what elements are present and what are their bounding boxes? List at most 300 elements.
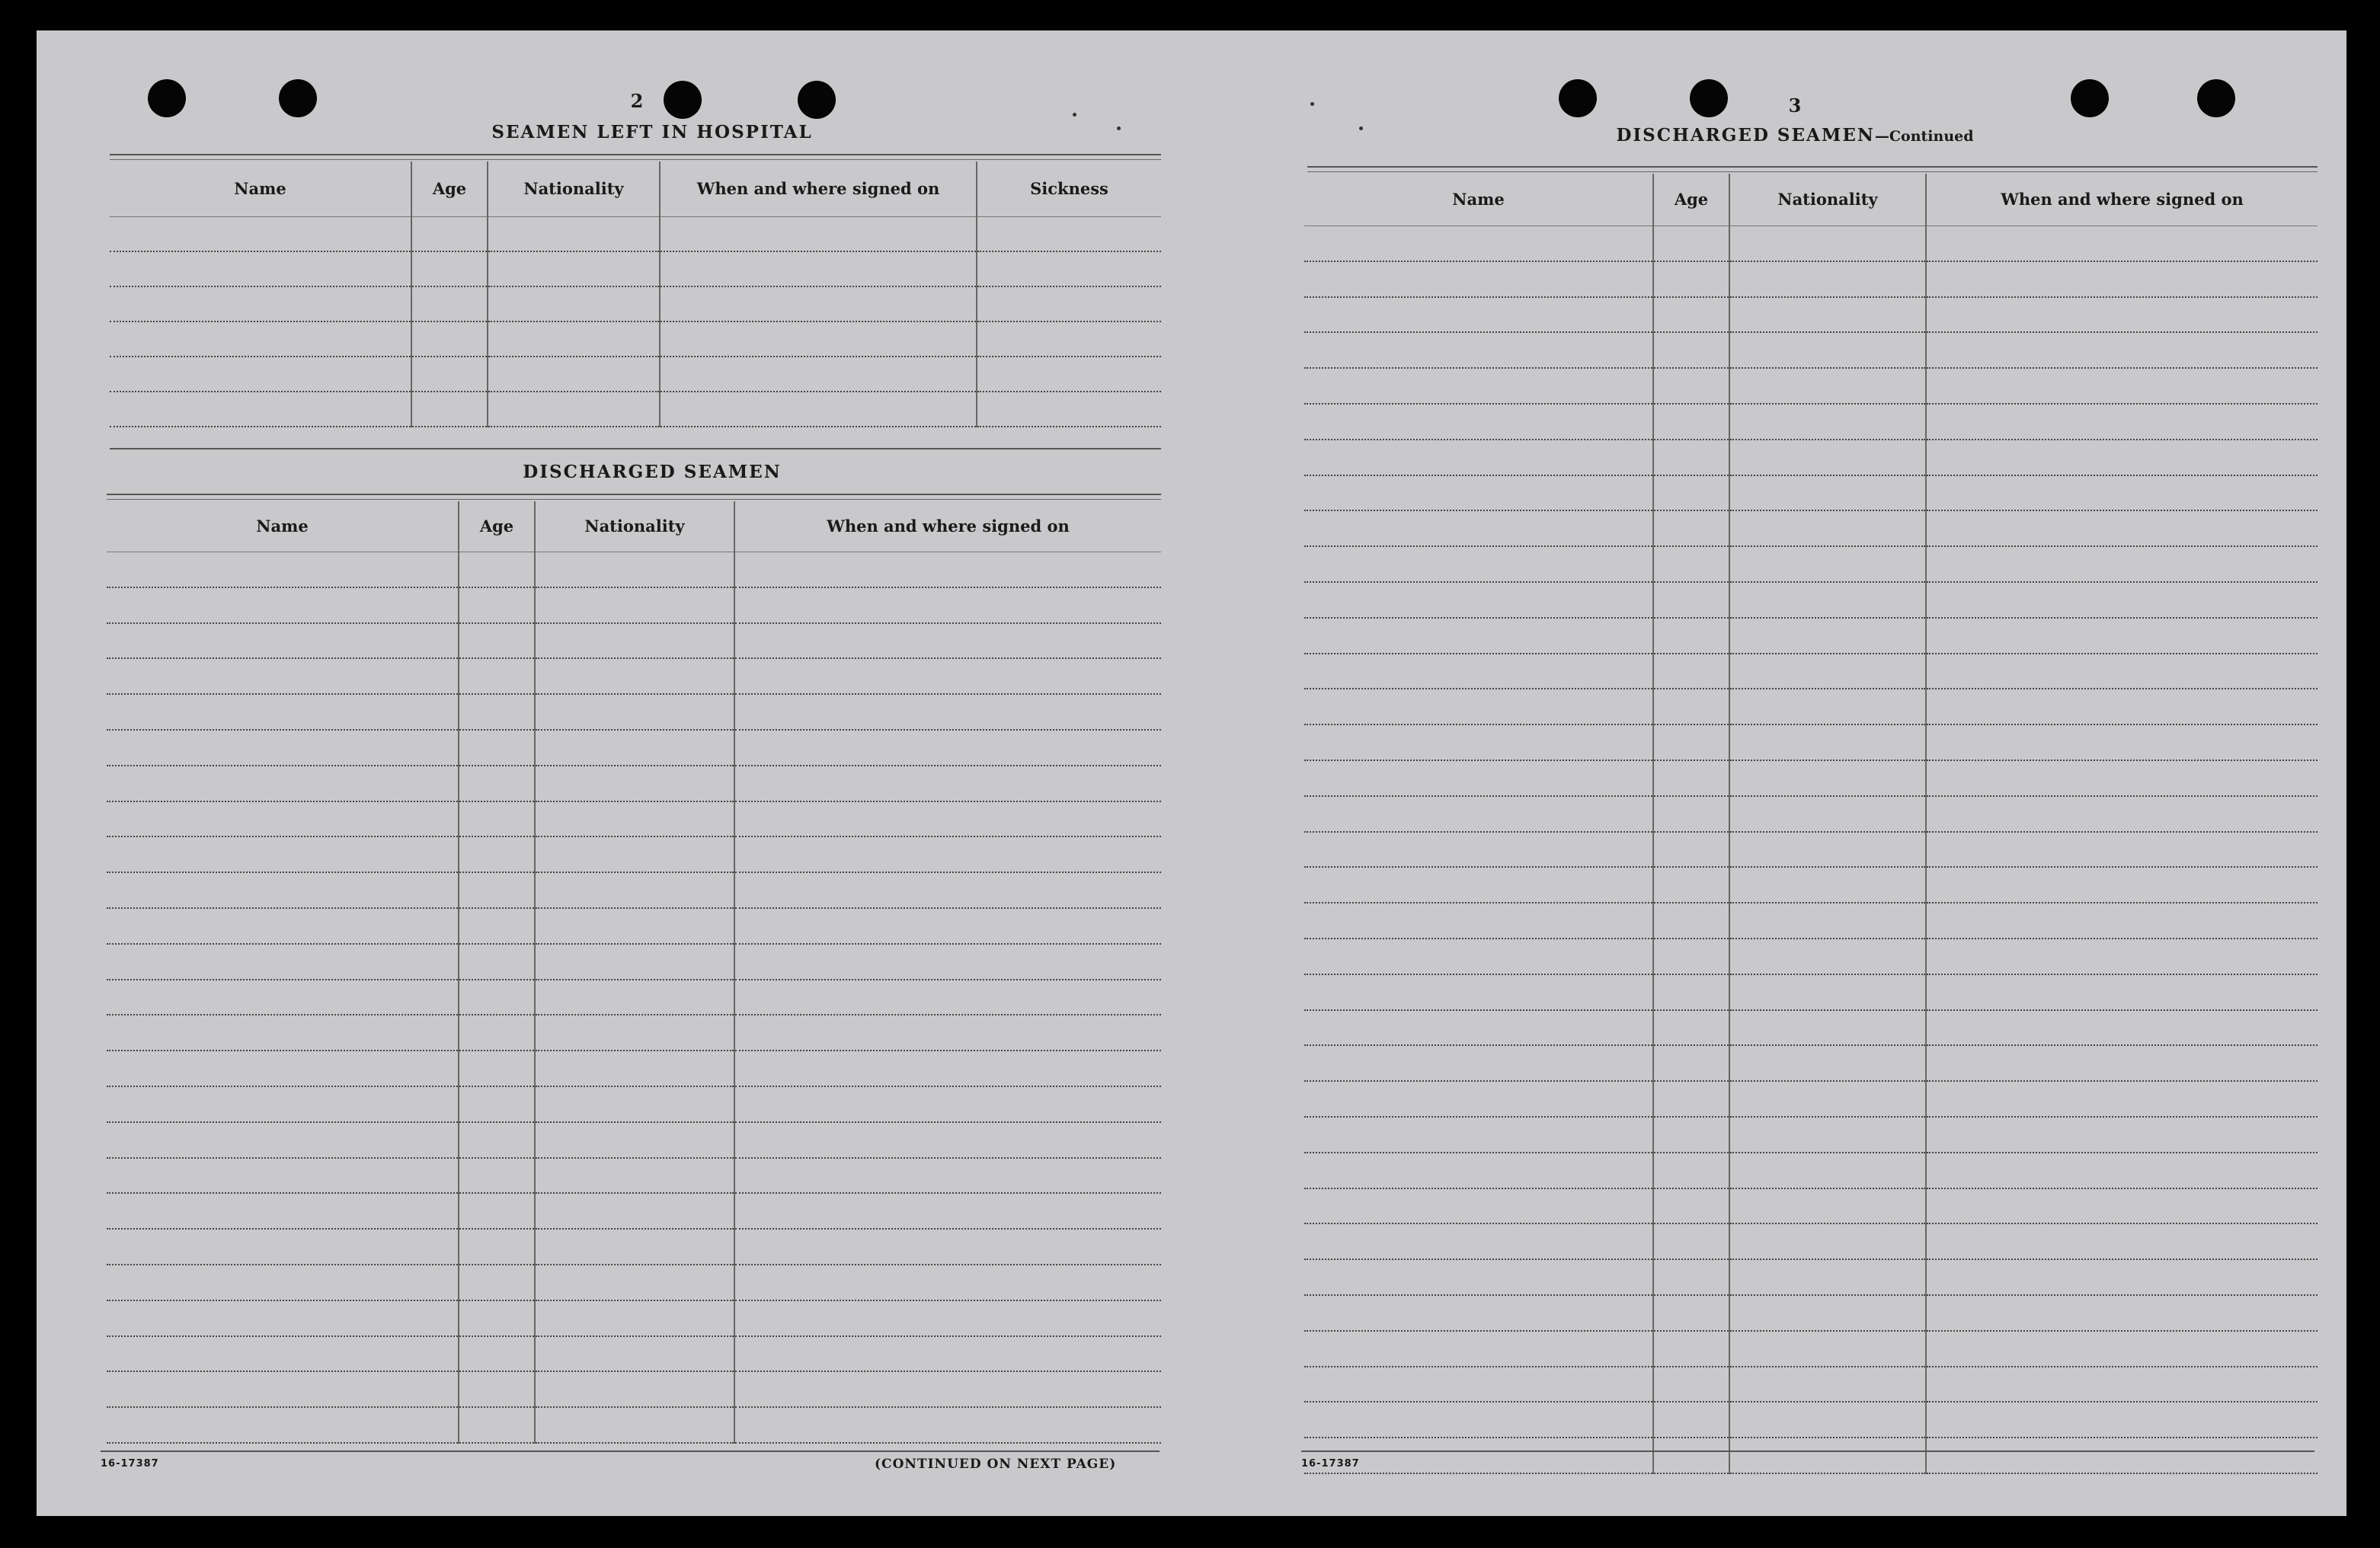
blank-entry-cell xyxy=(1729,689,1926,724)
table-row xyxy=(107,552,1161,587)
blank-entry-cell xyxy=(1653,297,1729,333)
blank-entry-cell xyxy=(1304,654,1653,689)
blank-entry-cell xyxy=(1729,760,1926,796)
blank-entry-cell xyxy=(1653,867,1729,903)
blank-entry-cell xyxy=(1653,1117,1729,1153)
hospital-table xyxy=(110,162,1161,427)
column-header-name: Name xyxy=(110,162,411,216)
blank-entry-cell xyxy=(1729,903,1926,939)
blank-entry-cell xyxy=(459,1407,535,1443)
title-main: DISCHARGED SEAMEN xyxy=(1616,125,1875,146)
blank-entry-cell xyxy=(734,1122,1161,1158)
blank-entry-cell xyxy=(1729,332,1926,368)
blank-entry-cell xyxy=(107,1229,459,1265)
table-row xyxy=(1304,618,2318,654)
column-header-when-and-where-signed-on: When and where signed on xyxy=(734,501,1161,552)
blank-entry-cell xyxy=(1653,796,1729,832)
blank-entry-cell xyxy=(535,694,734,730)
blank-entry-cell xyxy=(1304,796,1653,832)
blank-entry-cell xyxy=(459,1051,535,1086)
blank-entry-cell xyxy=(1729,1223,1926,1259)
blank-entry-cell xyxy=(1926,475,2318,511)
blank-entry-cell xyxy=(459,658,535,694)
hospital-section-title: SEAMEN LEFT IN HOSPITAL xyxy=(491,122,813,142)
blank-entry-cell xyxy=(535,872,734,908)
blank-entry-cell xyxy=(1304,546,1653,582)
table-row xyxy=(107,872,1161,908)
table-row xyxy=(1304,1295,2318,1331)
blank-entry-cell xyxy=(535,1122,734,1158)
blank-entry-cell xyxy=(1653,368,1729,404)
blank-entry-cell xyxy=(1653,1223,1729,1259)
blank-entry-cell xyxy=(1926,654,2318,689)
blank-entry-cell xyxy=(1729,974,1926,1010)
table-row xyxy=(1304,297,2318,333)
blank-entry-cell xyxy=(1653,332,1729,368)
blank-entry-cell xyxy=(107,587,459,623)
blank-entry-cell xyxy=(1926,404,2318,440)
blank-entry-cell xyxy=(459,623,535,659)
blank-entry-cell xyxy=(110,321,411,357)
blank-entry-cell xyxy=(107,623,459,659)
blank-entry-cell xyxy=(1304,939,1653,974)
blank-entry-cell xyxy=(535,623,734,659)
blank-entry-cell xyxy=(734,623,1161,659)
blank-entry-cell xyxy=(1653,404,1729,440)
blank-entry-cell xyxy=(411,251,488,286)
blank-entry-cell xyxy=(1304,1081,1653,1117)
blank-entry-cell xyxy=(1926,1117,2318,1153)
blank-entry-cell xyxy=(1729,475,1926,511)
title-suffix: —Continued xyxy=(1874,128,1974,145)
blank-entry-cell xyxy=(734,836,1161,872)
table-row xyxy=(1304,475,2318,511)
blank-entry-cell xyxy=(535,1086,734,1122)
blank-entry-cell xyxy=(411,216,488,251)
blank-entry-cell xyxy=(1926,1081,2318,1117)
table-row xyxy=(1304,1367,2318,1402)
table-row xyxy=(1304,939,2318,974)
table-row xyxy=(107,766,1161,801)
table-row xyxy=(107,1300,1161,1336)
blank-entry-cell xyxy=(1304,724,1653,760)
blank-entry-cell xyxy=(459,1015,535,1051)
blank-entry-cell xyxy=(734,980,1161,1015)
table-row xyxy=(107,1229,1161,1265)
blank-entry-cell xyxy=(734,1407,1161,1443)
blank-entry-cell xyxy=(1926,1259,2318,1295)
table-row xyxy=(1304,225,2318,261)
table-row xyxy=(1304,1117,2318,1153)
blank-entry-cell xyxy=(734,766,1161,801)
bottom-rule xyxy=(1301,1450,2314,1452)
blank-entry-cell xyxy=(1729,1188,1926,1224)
ink-speck xyxy=(1073,113,1076,117)
title-rule xyxy=(107,494,1161,500)
punch-hole xyxy=(279,79,317,117)
blank-entry-cell xyxy=(1926,832,2318,868)
blank-entry-cell xyxy=(977,392,1161,427)
blank-entry-cell xyxy=(1926,939,2318,974)
table-row xyxy=(1304,1153,2318,1188)
discharged-section-title: DISCHARGED SEAMEN xyxy=(523,462,782,482)
table-row xyxy=(1304,1402,2318,1438)
blank-entry-cell xyxy=(734,872,1161,908)
table-row xyxy=(107,1122,1161,1158)
blank-entry-cell xyxy=(1926,618,2318,654)
blank-entry-cell xyxy=(1653,225,1729,261)
blank-entry-cell xyxy=(459,1086,535,1122)
blank-entry-cell xyxy=(1926,689,2318,724)
blank-entry-cell xyxy=(459,694,535,730)
blank-entry-cell xyxy=(107,1336,459,1372)
blank-entry-cell xyxy=(1926,1438,2318,1473)
blank-entry-cell xyxy=(535,1371,734,1407)
table-row xyxy=(107,623,1161,659)
punch-hole xyxy=(1559,79,1597,117)
blank-entry-cell xyxy=(459,587,535,623)
blank-entry-cell xyxy=(1653,1367,1729,1402)
discharged-continued-title xyxy=(1566,125,2023,146)
blank-entry-cell xyxy=(535,1193,734,1229)
blank-entry-cell xyxy=(1653,832,1729,868)
page-number: 3 xyxy=(1788,94,1802,117)
blank-entry-cell xyxy=(107,1086,459,1122)
blank-entry-cell xyxy=(1926,1367,2318,1402)
blank-entry-cell xyxy=(535,1407,734,1443)
table-row xyxy=(107,1407,1161,1443)
blank-entry-cell xyxy=(1729,510,1926,546)
blank-entry-cell xyxy=(535,980,734,1015)
table-row xyxy=(107,836,1161,872)
column-header-age: Age xyxy=(459,501,535,552)
blank-entry-cell xyxy=(459,872,535,908)
table-row xyxy=(107,1336,1161,1372)
blank-entry-cell xyxy=(1926,1402,2318,1438)
blank-entry-cell xyxy=(660,392,977,427)
blank-entry-cell xyxy=(107,1265,459,1300)
blank-entry-cell xyxy=(535,552,734,587)
blank-entry-cell xyxy=(1926,546,2318,582)
table-row xyxy=(1304,440,2318,475)
blank-entry-cell xyxy=(1729,796,1926,832)
blank-entry-cell xyxy=(459,766,535,801)
discharged-continued-table xyxy=(1304,174,2318,1474)
blank-entry-cell xyxy=(1729,832,1926,868)
blank-entry-cell xyxy=(1926,1223,2318,1259)
punch-hole xyxy=(798,81,836,119)
blank-entry-cell xyxy=(1304,1045,1653,1081)
blank-entry-cell xyxy=(1304,1153,1653,1188)
column-header-nationality: Nationality xyxy=(535,501,734,552)
continued-note: (CONTINUED ON NEXT PAGE) xyxy=(875,1457,1117,1472)
blank-entry-cell xyxy=(1304,1367,1653,1402)
blank-entry-cell xyxy=(488,357,660,392)
blank-entry-cell xyxy=(107,1051,459,1086)
table-row xyxy=(1304,1081,2318,1117)
blank-entry-cell xyxy=(1653,654,1729,689)
table-row xyxy=(110,357,1161,392)
blank-entry-cell xyxy=(734,908,1161,944)
blank-entry-cell xyxy=(1653,1010,1729,1046)
column-header-age: Age xyxy=(411,162,488,216)
blank-entry-cell xyxy=(107,980,459,1015)
hospital-header-row xyxy=(110,162,1161,216)
table-row xyxy=(1304,546,2318,582)
blank-entry-cell xyxy=(1926,1045,2318,1081)
blank-entry-cell xyxy=(1653,1153,1729,1188)
blank-entry-cell xyxy=(1926,297,2318,333)
blank-entry-cell xyxy=(459,1122,535,1158)
table-row xyxy=(1304,1259,2318,1295)
table-row xyxy=(107,908,1161,944)
blank-entry-cell xyxy=(107,1193,459,1229)
blank-entry-cell xyxy=(411,392,488,427)
blank-entry-cell xyxy=(107,944,459,980)
blank-entry-cell xyxy=(411,321,488,357)
blank-entry-cell xyxy=(734,1265,1161,1300)
table-row xyxy=(107,1086,1161,1122)
blank-entry-cell xyxy=(459,1336,535,1372)
blank-entry-cell xyxy=(977,286,1161,321)
blank-entry-cell xyxy=(1304,582,1653,618)
blank-entry-cell xyxy=(107,694,459,730)
blank-entry-cell xyxy=(660,321,977,357)
blank-entry-cell xyxy=(1729,368,1926,404)
table-row xyxy=(107,587,1161,623)
blank-entry-cell xyxy=(488,321,660,357)
table-row xyxy=(110,392,1161,427)
blank-entry-cell xyxy=(1926,582,2318,618)
blank-entry-cell xyxy=(1729,546,1926,582)
table-row xyxy=(1304,689,2318,724)
blank-entry-cell xyxy=(1653,760,1729,796)
blank-entry-cell xyxy=(734,1015,1161,1051)
blank-entry-cell xyxy=(1926,1010,2318,1046)
blank-entry-cell xyxy=(1729,1045,1926,1081)
table-row xyxy=(1304,368,2318,404)
blank-entry-cell xyxy=(734,1158,1161,1194)
blank-entry-cell xyxy=(1729,1438,1926,1473)
blank-entry-cell xyxy=(1653,1188,1729,1224)
blank-entry-cell xyxy=(535,836,734,872)
column-header-name: Name xyxy=(107,501,459,552)
blank-entry-cell xyxy=(107,658,459,694)
blank-entry-cell xyxy=(1653,261,1729,297)
table-row xyxy=(107,694,1161,730)
table-row xyxy=(1304,404,2318,440)
blank-entry-cell xyxy=(1653,1402,1729,1438)
blank-entry-cell xyxy=(107,908,459,944)
blank-entry-cell xyxy=(660,251,977,286)
blank-entry-cell xyxy=(734,1371,1161,1407)
blank-entry-cell xyxy=(1304,618,1653,654)
table-row xyxy=(107,944,1161,980)
blank-entry-cell xyxy=(459,1300,535,1336)
blank-entry-cell xyxy=(1729,1010,1926,1046)
table-row xyxy=(1304,867,2318,903)
blank-entry-cell xyxy=(1304,867,1653,903)
blank-entry-cell xyxy=(459,1229,535,1265)
blank-entry-cell xyxy=(734,1300,1161,1336)
blank-entry-cell xyxy=(1729,404,1926,440)
blank-entry-cell xyxy=(977,251,1161,286)
section-rule xyxy=(110,448,1161,449)
blank-entry-cell xyxy=(1729,1331,1926,1367)
blank-entry-cell xyxy=(1926,1153,2318,1188)
blank-entry-cell xyxy=(734,944,1161,980)
blank-entry-cell xyxy=(1653,903,1729,939)
blank-entry-cell xyxy=(107,1015,459,1051)
punch-hole xyxy=(148,79,186,117)
table-row xyxy=(107,730,1161,766)
blank-entry-cell xyxy=(535,1300,734,1336)
table-row xyxy=(107,1158,1161,1194)
page-number: 2 xyxy=(630,90,644,112)
blank-entry-cell xyxy=(1653,1438,1729,1473)
blank-entry-cell xyxy=(1729,1081,1926,1117)
table-row xyxy=(107,658,1161,694)
blank-entry-cell xyxy=(107,1371,459,1407)
blank-entry-cell xyxy=(734,658,1161,694)
blank-entry-cell xyxy=(535,658,734,694)
blank-entry-cell xyxy=(1926,225,2318,261)
form-code: 16-17387 xyxy=(1301,1458,1360,1470)
blank-entry-cell xyxy=(107,766,459,801)
blank-entry-cell xyxy=(734,801,1161,837)
punch-hole xyxy=(2071,79,2109,117)
table-row xyxy=(1304,724,2318,760)
table-row xyxy=(1304,832,2318,868)
blank-entry-cell xyxy=(1729,724,1926,760)
blank-entry-cell xyxy=(977,321,1161,357)
blank-entry-cell xyxy=(107,1407,459,1443)
blank-entry-cell xyxy=(1926,903,2318,939)
blank-entry-cell xyxy=(107,1158,459,1194)
blank-entry-cell xyxy=(1304,1010,1653,1046)
column-header-when-and-where-signed-on: When and where signed on xyxy=(1926,174,2318,225)
table-row xyxy=(1304,1438,2318,1473)
blank-entry-cell xyxy=(660,286,977,321)
table-row xyxy=(110,286,1161,321)
blank-entry-cell xyxy=(459,1193,535,1229)
blank-entry-cell xyxy=(734,1229,1161,1265)
ink-speck xyxy=(1359,126,1363,130)
table-row xyxy=(1304,510,2318,546)
blank-entry-cell xyxy=(1653,974,1729,1010)
blank-entry-cell xyxy=(1653,546,1729,582)
discharged-header-row xyxy=(1304,174,2318,225)
blank-entry-cell xyxy=(459,801,535,837)
blank-entry-cell xyxy=(535,1158,734,1194)
blank-entry-cell xyxy=(107,730,459,766)
punch-hole xyxy=(664,81,702,119)
table-row xyxy=(107,1015,1161,1051)
blank-entry-cell xyxy=(110,251,411,286)
blank-entry-cell xyxy=(1729,440,1926,475)
blank-entry-cell xyxy=(1653,1259,1729,1295)
blank-entry-cell xyxy=(734,1051,1161,1086)
blank-entry-cell xyxy=(459,944,535,980)
blank-entry-cell xyxy=(488,286,660,321)
bottom-rule xyxy=(101,1450,1160,1452)
blank-entry-cell xyxy=(1926,261,2318,297)
blank-entry-cell xyxy=(1926,796,2318,832)
blank-entry-cell xyxy=(1653,1045,1729,1081)
blank-entry-cell xyxy=(1926,1188,2318,1224)
blank-entry-cell xyxy=(110,286,411,321)
table-row xyxy=(1304,261,2318,297)
blank-entry-cell xyxy=(1304,440,1653,475)
blank-entry-cell xyxy=(1304,368,1653,404)
blank-entry-cell xyxy=(459,836,535,872)
blank-entry-cell xyxy=(1729,582,1926,618)
blank-entry-cell xyxy=(734,694,1161,730)
table-row xyxy=(1304,974,2318,1010)
blank-entry-cell xyxy=(1304,510,1653,546)
left-page xyxy=(37,30,1210,1516)
blank-entry-cell xyxy=(734,1193,1161,1229)
column-header-sickness: Sickness xyxy=(977,162,1161,216)
blank-entry-cell xyxy=(1653,618,1729,654)
blank-entry-cell xyxy=(1304,689,1653,724)
blank-entry-cell xyxy=(1304,974,1653,1010)
blank-entry-cell xyxy=(1926,440,2318,475)
table-row xyxy=(1304,582,2318,618)
table-row xyxy=(107,1371,1161,1407)
discharged-header-row xyxy=(107,501,1161,552)
blank-entry-cell xyxy=(734,1086,1161,1122)
blank-entry-cell xyxy=(1729,1295,1926,1331)
blank-entry-cell xyxy=(1926,1295,2318,1331)
table-row xyxy=(110,216,1161,251)
blank-entry-cell xyxy=(535,1015,734,1051)
blank-entry-cell xyxy=(1304,475,1653,511)
table-row xyxy=(107,1265,1161,1300)
table-row xyxy=(1304,1045,2318,1081)
table-row xyxy=(1304,796,2318,832)
blank-entry-cell xyxy=(459,980,535,1015)
blank-entry-cell xyxy=(1926,867,2318,903)
blank-entry-cell xyxy=(107,1122,459,1158)
blank-entry-cell xyxy=(411,286,488,321)
table-row xyxy=(110,251,1161,286)
blank-entry-cell xyxy=(1729,1117,1926,1153)
blank-entry-cell xyxy=(107,1300,459,1336)
discharged-table xyxy=(107,501,1161,1444)
blank-entry-cell xyxy=(1926,332,2318,368)
form-sheet xyxy=(37,30,2346,1516)
blank-entry-cell xyxy=(977,357,1161,392)
blank-entry-cell xyxy=(1729,939,1926,974)
blank-entry-cell xyxy=(1304,903,1653,939)
column-header-nationality: Nationality xyxy=(1729,174,1926,225)
blank-entry-cell xyxy=(110,357,411,392)
blank-entry-cell xyxy=(459,552,535,587)
blank-entry-cell xyxy=(1729,297,1926,333)
blank-entry-cell xyxy=(107,552,459,587)
blank-entry-cell xyxy=(535,1265,734,1300)
column-header-age: Age xyxy=(1653,174,1729,225)
discharged-rows xyxy=(107,552,1161,1443)
blank-entry-cell xyxy=(1653,689,1729,724)
blank-entry-cell xyxy=(1653,440,1729,475)
table-row xyxy=(1304,1188,2318,1224)
blank-entry-cell xyxy=(535,1336,734,1372)
blank-entry-cell xyxy=(1653,582,1729,618)
blank-entry-cell xyxy=(1729,654,1926,689)
blank-entry-cell xyxy=(411,357,488,392)
